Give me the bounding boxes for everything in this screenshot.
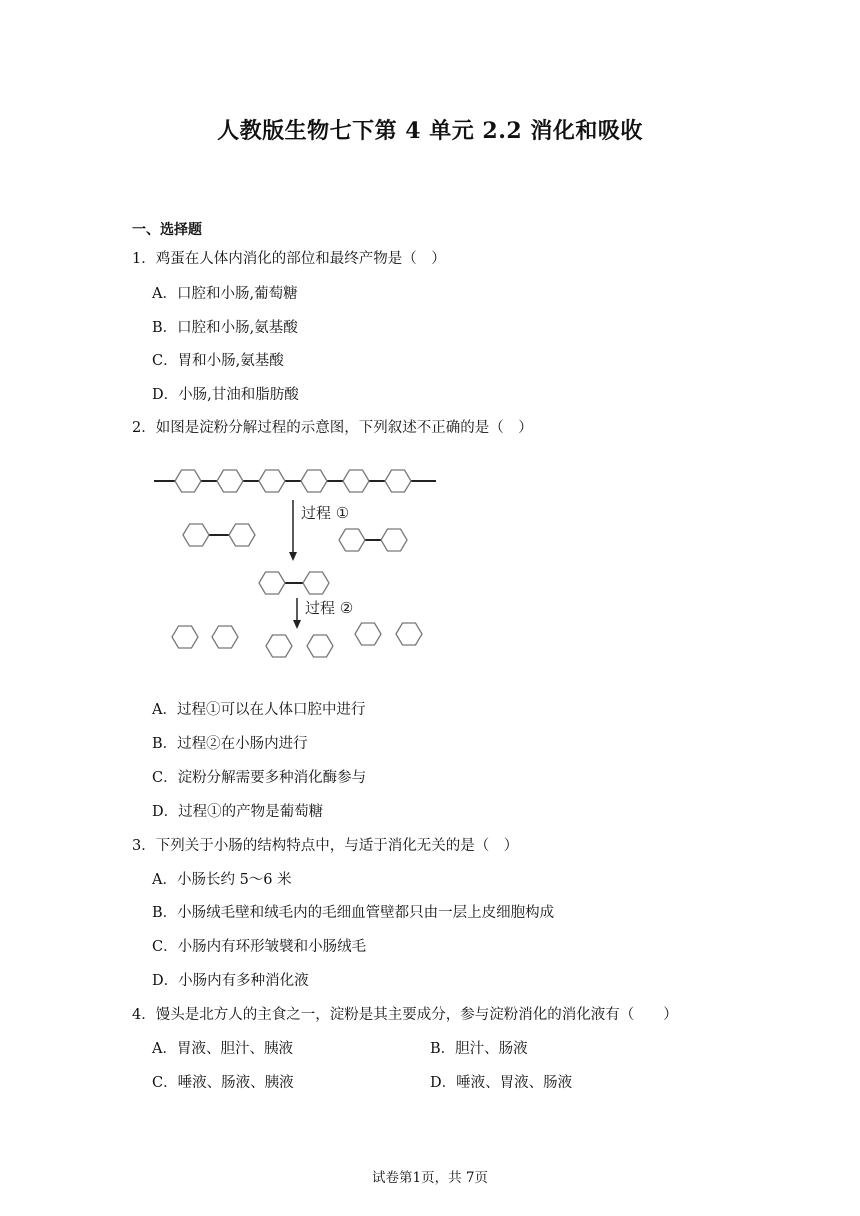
maltose-pair <box>339 529 407 551</box>
question-3-option-b: B．小肠绒毛壁和绒毛内的毛细血管壁都只由一层上皮细胞构成 <box>152 905 555 921</box>
question-1-option-b: B．口腔和小肠,氨基酸 <box>152 320 298 336</box>
question-3-option-d: D．小肠内有多种消化液 <box>152 973 309 989</box>
process-2-arrow <box>293 598 301 629</box>
question-4-option-b: B．胆汁、肠液 <box>430 1041 528 1057</box>
question-1-stem: 1．鸡蛋在人体内消化的部位和最终产物是（ ） <box>132 251 446 267</box>
process-2-label: 过程 ② <box>305 599 354 617</box>
question-1-option-a: A．口腔和小肠,葡萄糖 <box>152 286 298 302</box>
page-footer: 试卷第1页，共 7页 <box>372 1170 488 1186</box>
process-1-label: 过程 ① <box>301 504 350 522</box>
question-3-stem: 3．下列关于小肠的结构特点中，与适于消化无关的是（ ） <box>132 838 519 854</box>
question-4-option-d: D．唾液、胃液、肠液 <box>430 1075 573 1091</box>
question-2-option-a: A．过程①可以在人体口腔中进行 <box>152 702 366 718</box>
question-3-option-c: C．小肠内有环形皱襞和小肠绒毛 <box>152 939 367 955</box>
question-2-option-c: C．淀粉分解需要多种消化酶参与 <box>152 770 367 786</box>
question-4-stem: 4．馒头是北方人的主食之一，淀粉是其主要成分，参与淀粉消化的消化液有（ ） <box>132 1007 678 1023</box>
question-2-option-d: D．过程①的产物是葡萄糖 <box>152 804 324 820</box>
section-heading: 一、选择题 <box>132 222 202 238</box>
question-4-option-a: A．胃液、胆汁、胰液 <box>152 1041 293 1057</box>
starch-chain <box>154 470 436 492</box>
question-3-option-a: A．小肠长约 5～6 米 <box>152 872 292 888</box>
maltose-pair <box>259 572 329 594</box>
starch-digestion-diagram <box>150 462 440 662</box>
page-title: 人教版生物七下第 4 单元 2.2 消化和吸收 <box>217 118 643 144</box>
question-2-option-b: B．过程②在小肠内进行 <box>152 736 308 752</box>
question-4-option-c: C．唾液、肠液、胰液 <box>152 1075 294 1091</box>
maltose-pair <box>183 524 255 546</box>
question-2-stem: 2．如图是淀粉分解过程的示意图，下列叙述不正确的是（ ） <box>132 420 533 436</box>
question-1-option-c: C．胃和小肠,氨基酸 <box>152 353 284 369</box>
question-1-option-d: D．小肠,甘油和脂肪酸 <box>152 387 299 403</box>
process-1-arrow <box>289 500 297 561</box>
